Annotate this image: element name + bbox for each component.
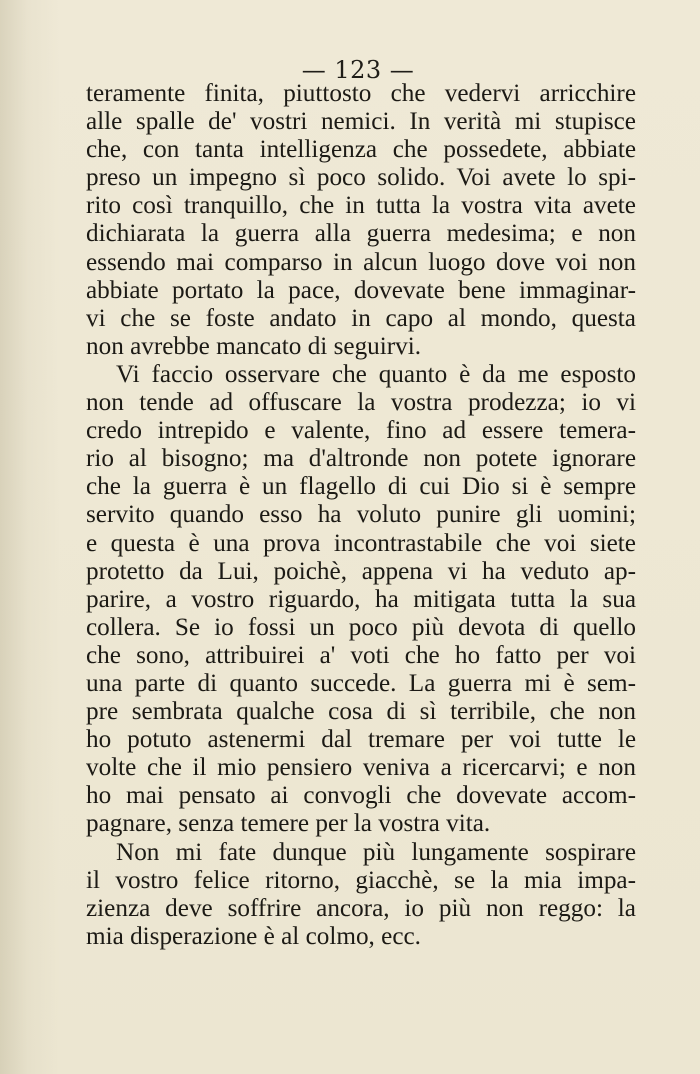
- text-line: una parte di quanto succede. La guerra mi è sem-: [86, 669, 636, 697]
- text-line: collera. Se io fossi un poco più devota di quello: [86, 613, 636, 641]
- text-line: Non mi fate dunque più lungamente sospirare: [116, 838, 636, 866]
- text-body: [86, 80, 636, 951]
- text-line: parire, a vostro riguardo, ha mitigata tutta la sua: [86, 585, 636, 613]
- page-number: — 123 —: [301, 56, 415, 84]
- text-line: ho potuto astenermi dal tremare per voi tutte le: [86, 726, 636, 754]
- text-line: preso un impegno sì poco solido. Voi avete lo spi-: [86, 164, 636, 192]
- text-line: Vi faccio osservare che quanto è da me esposto: [116, 360, 636, 388]
- text-line: pre sembrata qualche cosa di sì terribile, che non: [86, 698, 636, 726]
- text-line: vi che se foste andato in capo al mondo, questa: [86, 304, 636, 332]
- text-line: zienza deve soffrire ancora, io più non reggo: la: [86, 894, 636, 922]
- text-line: servito quando esso ha voluto punire gli uomini;: [86, 501, 636, 529]
- text-line: rito così tranquillo, che in tutta la vostra vita avete: [86, 192, 636, 220]
- text-line: alle spalle de' vostri nemici. In verità mi stupisce: [86, 108, 636, 136]
- text-line: essendo mai comparso in alcun luogo dove voi non: [86, 248, 636, 276]
- text-line: che la guerra è un flagello di cui Dio si è sempre: [86, 473, 636, 501]
- text-line: credo intrepido e valente, fino ad essere temera-: [86, 417, 636, 445]
- text-line: volte che il mio pensiero veniva a ricercarvi; e non: [86, 754, 636, 782]
- text-line: dichiarata la guerra alla guerra medesima; e non: [86, 220, 636, 248]
- text-line: pagnare, senza temere per la vostra vita.: [86, 810, 491, 838]
- text-line: non avrebbe mancato di seguirvi.: [86, 332, 422, 360]
- text-line: rio al bisogno; ma d'altronde non potete ignorare: [86, 445, 636, 473]
- text-line: ho mai pensato ai convogli che dovevate accom-: [86, 782, 636, 810]
- text-line: abbiate portato la pace, dovevate bene immaginar-: [86, 276, 636, 304]
- text-line: e questa è una prova incontrastabile che voi siete: [86, 529, 636, 557]
- text-line: che, con tanta intelligenza che possedete, abbiate: [86, 136, 636, 164]
- text-line: teramente finita, piuttosto che vedervi arricchire: [86, 80, 636, 107]
- text-line: mia disperazione è al colmo, ecc.: [86, 922, 421, 950]
- text-line: non tende ad offuscare la vostra prodezza; io vi: [86, 389, 636, 417]
- text-line: il vostro felice ritorno, giacchè, se la mia impa-: [86, 866, 636, 894]
- text-line: che sono, attribuirei a' voti che ho fatto per voi: [86, 641, 636, 669]
- text-line: protetto da Lui, poichè, appena vi ha veduto ap-: [86, 557, 636, 585]
